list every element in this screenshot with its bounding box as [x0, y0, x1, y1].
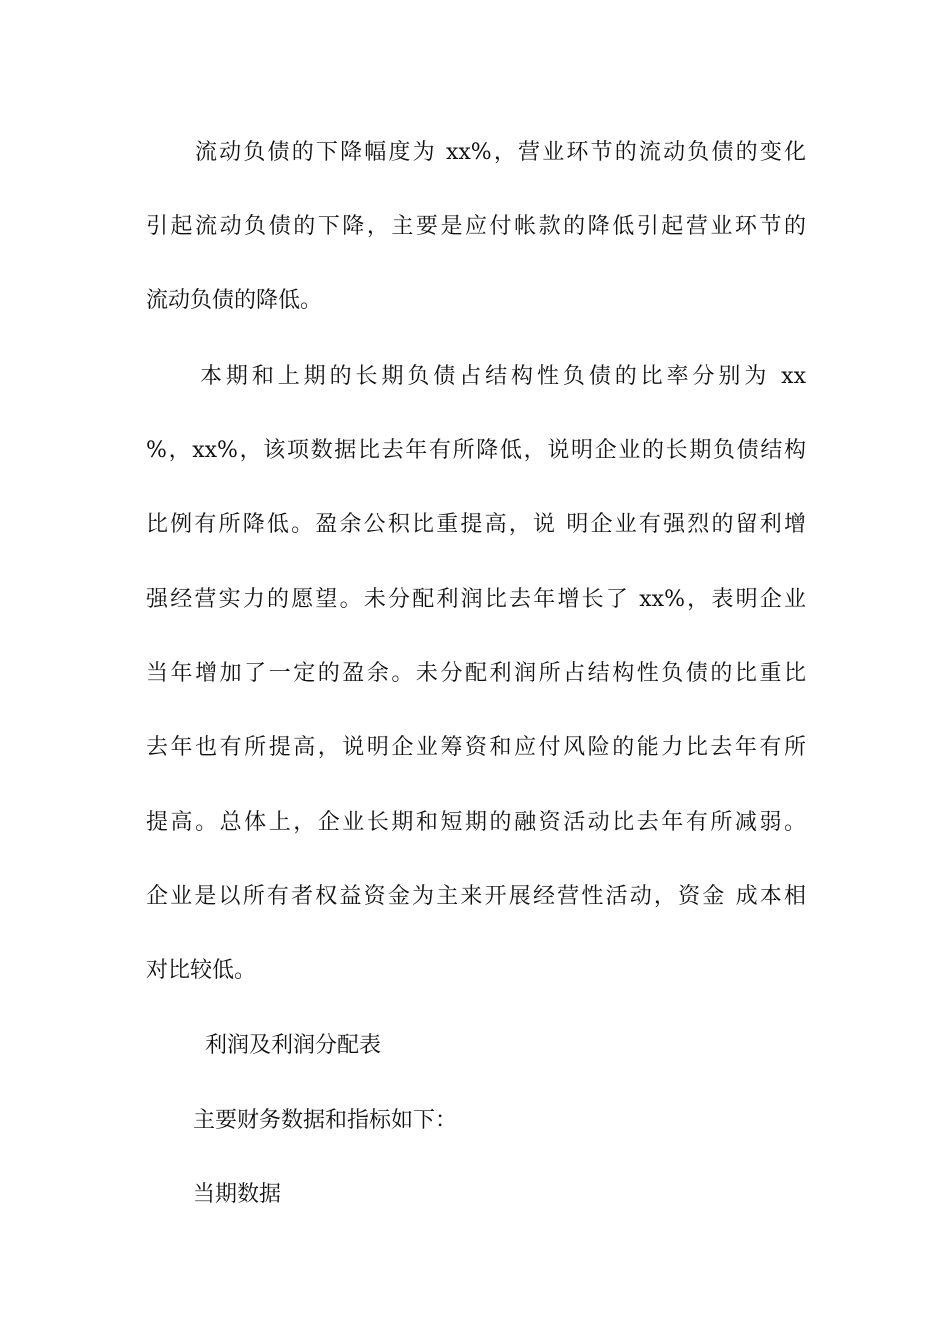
paragraph-2-line-4: 强经营实力的愿望。未分配利润比去年增长了 xx%，表明企业 — [146, 587, 806, 612]
paragraph-1-line-1: 流动负债的下降幅度为 xx%，营业环节的流动负债的变化 — [195, 140, 806, 165]
paragraph-2-line-8: 企业是以所有者权益资金为主来开展经营性活动，资金 成本相 — [146, 884, 806, 909]
paragraph-2-line-7: 提高。总体上，企业长期和短期的融资活动比去年有所减弱。 — [146, 810, 806, 835]
section-title: 利润及利润分配表 — [205, 1033, 382, 1058]
paragraph-2-line-5: 当年增加了一定的盈余。未分配利润所占结构性负债的比重比 — [146, 661, 806, 686]
intro-line: 主要财务数据和指标如下： — [193, 1108, 458, 1133]
paragraph-2-line-1: 本期和上期的长期负债占结构性负债的比率分别为 xx — [200, 364, 806, 389]
paragraph-2-line-9: 对比较低。 — [146, 958, 257, 983]
paragraph-2-line-6: 去年也有所提高，说明企业筹资和应付风险的能力比去年有所 — [146, 735, 806, 760]
paragraph-2-line-3: 比例有所降低。盈余公积比重提高，说 明企业有强烈的留利增 — [146, 512, 806, 537]
subheading: 当期数据 — [193, 1182, 282, 1207]
paragraph-1-line-2: 引起流动负债的下降，主要是应付帐款的降低引起营业环节的 — [146, 214, 806, 239]
paragraph-2-line-2: %，xx%，该项数据比去年有所降低，说明企业的长期负债结构 — [146, 438, 806, 463]
paragraph-1-line-3: 流动负债的降低。 — [146, 288, 323, 313]
